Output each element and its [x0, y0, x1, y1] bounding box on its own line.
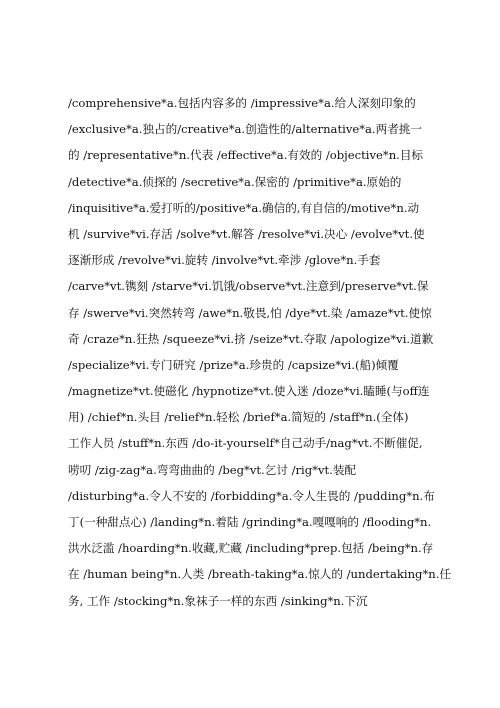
text-line: 唠叨 /zig-zag*a.弯弯曲曲的 /beg*vt.乞讨 /rig*vt.装配 — [68, 462, 357, 477]
text-line: /exclusive*a.独占的/creative*a.创造性的/alternative*a.两者挑一 — [68, 122, 422, 137]
text-line: /specialize*vi.专门研究 /prize*a.珍贵的 /capsize*vi.(船)倾覆 — [68, 357, 399, 372]
text-line: 用) /chief*n.头目 /relief*n.轻松 /brief*a.简短的 /staff*n.(全体) — [68, 410, 409, 425]
text-line: 逐渐形成 /revolve*vi.旋转 /involve*vt.牵涉 /glove*n.手套 — [68, 253, 381, 268]
text-line: 务, 工作 /stocking*n.象袜子一样的东西 /sinking*n.下沉 — [68, 593, 368, 608]
text-line: /inquisitive*a.爱打听的/positive*a.确信的,有自信的/motive*n.动 — [68, 200, 420, 215]
text-line: 机 /survive*vi.存活 /solve*vt.解答 /resolve*vi.决心 /evolve*vt.使 — [68, 226, 425, 241]
text-line: 洪水泛滥 /hoarding*n.收藏,贮藏 /including*prep.包括 /being*n.存 — [68, 541, 434, 556]
text-line: 的 /representative*n.代表 /effective*a.有效的 /objective*n.目标 — [68, 148, 424, 163]
text-line: /comprehensive*a.包括内容多的 /impressive*a.给人深刻印象的 — [68, 96, 416, 110]
text-line: 在 /human being*n.人类 /breath-taking*a.惊人的 /undertaking*n.任 — [68, 567, 452, 582]
vocabulary-text-body — [68, 90, 452, 614]
text-line: 丁(一种甜点心) /landing*n.着陆 /grinding*a.嘎嘎响的 /flooding*n. — [68, 515, 432, 529]
text-line: /magnetize*vt.使磁化 /hypnotize*vt.使入迷 /doze*vi.瞌睡(与off连 — [68, 384, 430, 399]
text-line: /carve*vt.镌刻 /starve*vi.饥饿/observe*vt.注意到/preserve*vt.保 — [68, 279, 429, 294]
text-line: /detective*a.侦探的 /secretive*a.保密的 /primitive*a.原始的 — [68, 174, 402, 189]
text-line: /disturbing*a.令人不安的 /forbidding*a.令人生畏的 /pudding*n.布 — [68, 488, 435, 503]
text-line: 存 /swerve*vi.突然转弯 /awe*n.敬畏,怕 /dye*vt.染 /amaze*vt.使惊 — [68, 305, 432, 320]
text-line: 奇 /craze*n.狂热 /squeeze*vi.挤 /seize*vt.夺取 /apologize*vi.道歉 — [68, 331, 434, 346]
text-line: 工作人员 /stuff*n.东西 /do-it-yourself*自己动手/nag*vt.不断催促, — [68, 436, 423, 451]
